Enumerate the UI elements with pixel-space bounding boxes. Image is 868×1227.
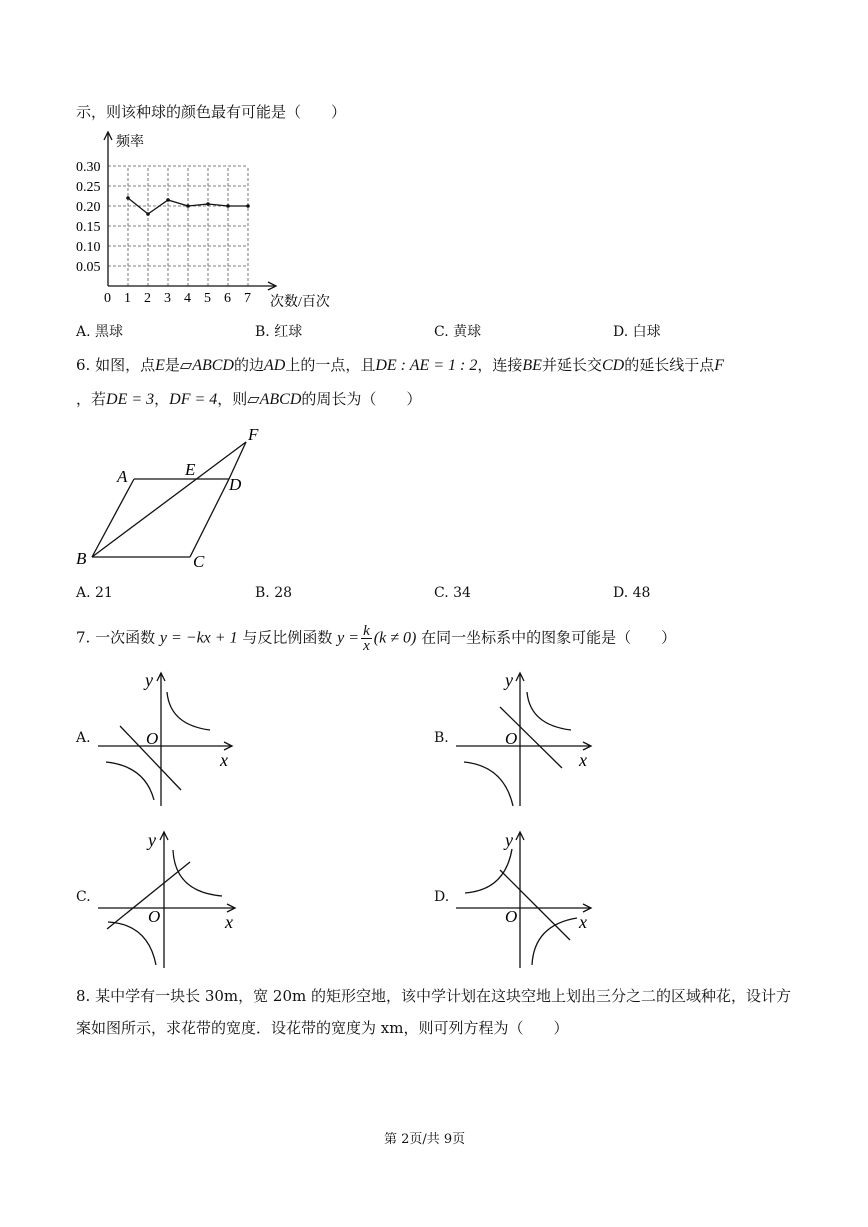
q7-option-a-letter: A. <box>76 730 91 746</box>
y-tick-label: 0.10 <box>76 240 101 255</box>
q7-option-b-letter: B. <box>434 730 449 746</box>
svg-text:x: x <box>579 912 587 932</box>
q5-stem-tail: 示，则该种球的颜色最有可能是（ ） <box>76 103 347 121</box>
x-tick-label: 6 <box>224 291 231 306</box>
svg-text:O: O <box>505 729 518 748</box>
label-e: E <box>185 460 196 479</box>
q6-stem-line2: ，若DE = 3，DF = 4，则▱ABCD的周长为（ ） <box>76 390 422 408</box>
svg-text:y: y <box>145 670 153 690</box>
q6-option-d: D. 48 <box>613 585 651 601</box>
svg-text:O: O <box>505 907 518 926</box>
svg-text:O: O <box>148 907 161 926</box>
q7-option-c-letter: C. <box>76 889 91 905</box>
svg-text:y: y <box>148 830 156 850</box>
svg-text:x: x <box>220 750 228 770</box>
svg-text:x: x <box>579 750 587 770</box>
label-a: A <box>117 467 128 486</box>
x-tick-label: 2 <box>144 291 151 306</box>
page-number-footer: 第 2页/共 9页 <box>384 1132 466 1147</box>
x-tick-label: 1 <box>124 291 131 306</box>
q7-option-d-letter: D. <box>434 889 450 905</box>
y-tick-label: 0.25 <box>76 180 101 195</box>
y-tick-label: 0.05 <box>76 260 101 275</box>
q6-option-b: B. 28 <box>255 585 293 601</box>
svg-text:O: O <box>146 729 159 748</box>
q7-stem: 7. 一次函数 y = −kx + 1 与反比例函数 y = $\frac{k}{x}$ (k ≠ 0) 在同一坐标系中的图象可能是（ ） <box>76 623 677 654</box>
q6-stem-line1: 6. 如图，点E是▱ABCD的边AD上的一点，且DE : AE = 1 : 2，连接BE并延长交CD的延长线于点F <box>76 356 724 374</box>
q8-stem-line1: 8. 某中学有一块长 30m，宽 20m 的矩形空地，该中学计划在这块空地上划出三分之二的区域种花，设计方 <box>76 987 792 1005</box>
x-tick-label: 7 <box>244 291 251 306</box>
q5-option-a: A. 黑球 <box>76 324 124 340</box>
fraction-k-over-x: $\frac{k}{x}$ <box>363 623 370 654</box>
y-tick-label: 0.20 <box>76 200 101 215</box>
x-tick-label: 0 <box>104 291 111 306</box>
x-tick-label: 4 <box>184 291 191 306</box>
x-axis-label: 次数/百次 <box>270 295 330 310</box>
label-b: B <box>76 549 87 568</box>
y-tick-label: 0.15 <box>76 220 101 235</box>
x-tick-label: 5 <box>204 291 211 306</box>
q5-option-c: C. 黄球 <box>434 324 482 340</box>
q6-option-c: C. 34 <box>434 585 471 601</box>
q6-option-a: A. 21 <box>76 585 113 601</box>
label-c: C <box>193 552 205 571</box>
svg-text:y: y <box>505 830 513 850</box>
label-f: F <box>248 425 259 444</box>
q8-stem-line2: 案如图所示，求花带的宽度．设花带的宽度为 xm，则可列方程为（ ） <box>76 1019 569 1037</box>
q5-option-b: B. 红球 <box>255 324 303 340</box>
svg-text:x: x <box>225 912 233 932</box>
x-tick-label: 3 <box>164 291 171 306</box>
y-axis-label: 频率 <box>116 135 144 150</box>
q5-option-d: D. 白球 <box>613 324 661 340</box>
svg-text:y: y <box>505 670 513 690</box>
y-tick-label: 0.30 <box>76 160 101 175</box>
label-d: D <box>229 475 242 494</box>
